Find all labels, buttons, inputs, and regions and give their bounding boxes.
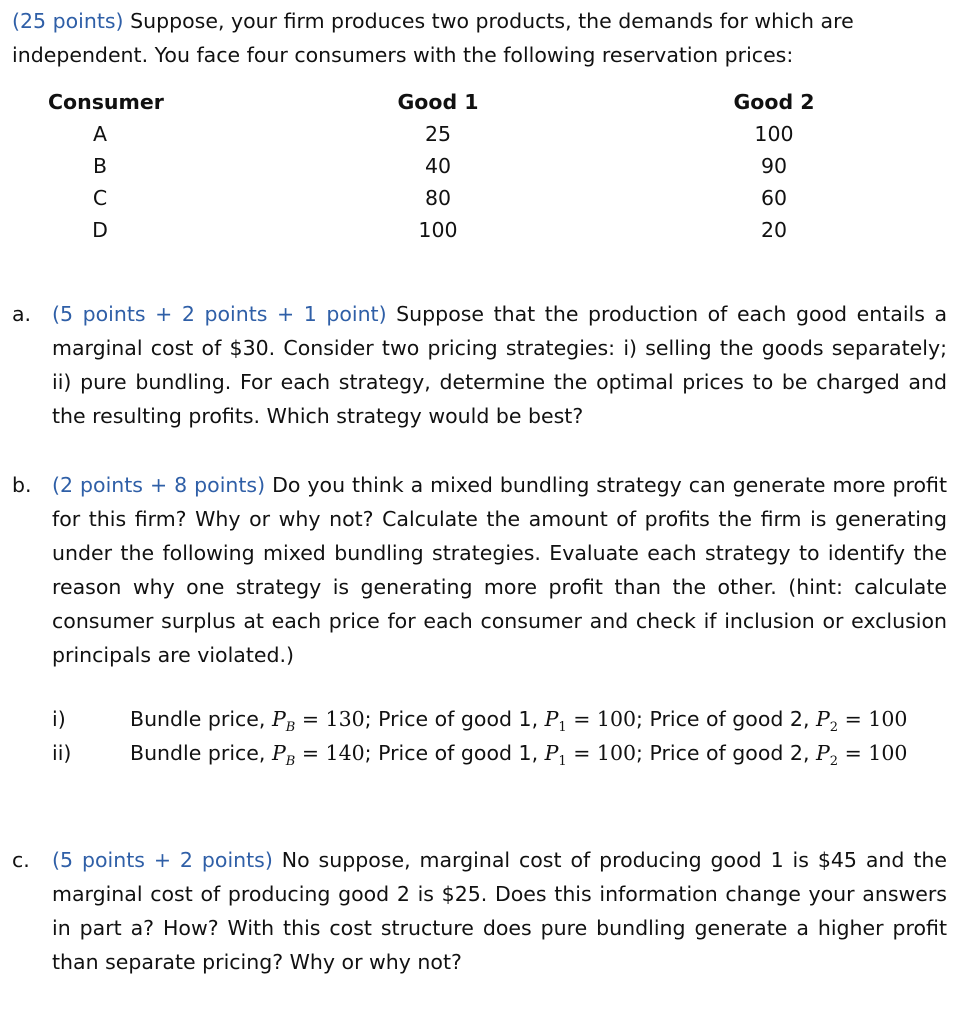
good-1-text: ; Price of good 1, <box>364 707 545 731</box>
option-ii-text: Bundle price, $P_B = 140$; Price of good 1, $P_1 = 100$; Price of good 2, $P_2 = 100$ <box>130 741 908 770</box>
good-2-price: 100 <box>868 741 908 765</box>
part-c-label: c. <box>12 848 30 872</box>
header-good-1: Good 1 <box>397 90 479 114</box>
intro-points: (25 points) <box>12 9 124 33</box>
bundle-price: 130 <box>325 707 365 731</box>
option-label: i) <box>52 707 66 731</box>
question-part-a <box>12 297 947 433</box>
part-b-points: (2 points + 8 points) <box>52 473 266 497</box>
intro-paragraph <box>12 4 854 72</box>
option-label: ii) <box>52 741 72 765</box>
good-1-text: ; Price of good 1, <box>364 741 545 765</box>
good-2-text: ; Price of good 2, <box>636 741 816 765</box>
table-header-row <box>0 90 979 122</box>
part-b-text: Do you think a mixed bundling strategy can generate more profit for this firm? Why or why not? Calculate the amount of profits the firm is generating under the following mixed bundling strategies. Evaluate each strategy to identify the reason why one strategy is generating more profit than the other. (hint: calculate consumer surplus at each price for each consumer and check if inclusion or exclusion principals are violated.) <box>52 473 948 667</box>
table-row <box>0 122 979 154</box>
part-c-points: (5 points + 2 points) <box>52 848 273 872</box>
bundle-price: 140 <box>325 741 365 765</box>
good-2-cell: 20 <box>760 218 788 242</box>
part-c-text: No suppose, marginal cost of producing good 1 is $45 and the marginal cost of producing good 2 is $25. Does this information change your answers in part a? How? With this cost structure does pure bundling generate a higher profit than separate pricing? Why or why not? <box>52 848 947 974</box>
good-2-cell: 100 <box>754 122 794 146</box>
table-row <box>0 186 979 218</box>
bundle-text: Bundle price, <box>130 707 272 731</box>
header-good-2: Good 2 <box>733 90 815 114</box>
part-a-label: a. <box>12 302 32 326</box>
good-1-cell: 40 <box>424 154 452 178</box>
part-a-points: (5 points + 2 points + 1 point) <box>52 302 387 326</box>
question-part-c <box>12 843 947 979</box>
table-row <box>0 154 979 186</box>
good-2-text: ; Price of good 2, <box>636 707 816 731</box>
intro-line-2: independent. You face four consumers with the following reservation prices: <box>12 43 794 67</box>
table-row <box>0 218 979 250</box>
intro-line-1: Suppose, your firm produces two products, the demands for which are <box>123 9 854 33</box>
part-a-text: Suppose that the production of each good entails a marginal cost of $30. Consider two pricing strategies: i) selling the goods separately; ii) pure bundling. For each strategy, determine the optimal prices to be charged and the resulting profits. Which strategy would be best? <box>52 302 948 428</box>
consumer-cell: D <box>92 218 108 242</box>
option-i-text: Bundle price, $P_B = 130$; Price of good 1, $P_1 = 100$; Price of good 2, $P_2 = 100$ <box>130 707 908 736</box>
good-2-cell: 60 <box>760 186 788 210</box>
good-2-cell: 90 <box>760 154 788 178</box>
good-1-price: 100 <box>596 741 637 765</box>
part-b-label: b. <box>12 473 32 497</box>
question-part-b <box>12 468 947 672</box>
header-consumer: Consumer <box>48 90 164 114</box>
good-1-cell: 25 <box>424 122 452 146</box>
bundle-text: Bundle price, <box>130 741 272 765</box>
good-1-price: 100 <box>596 707 637 731</box>
consumer-cell: A <box>92 122 108 146</box>
good-1-cell: 80 <box>424 186 452 210</box>
good-2-price: 100 <box>868 707 908 731</box>
consumer-cell: B <box>92 154 108 178</box>
good-1-cell: 100 <box>418 218 458 242</box>
consumer-cell: C <box>92 186 108 210</box>
